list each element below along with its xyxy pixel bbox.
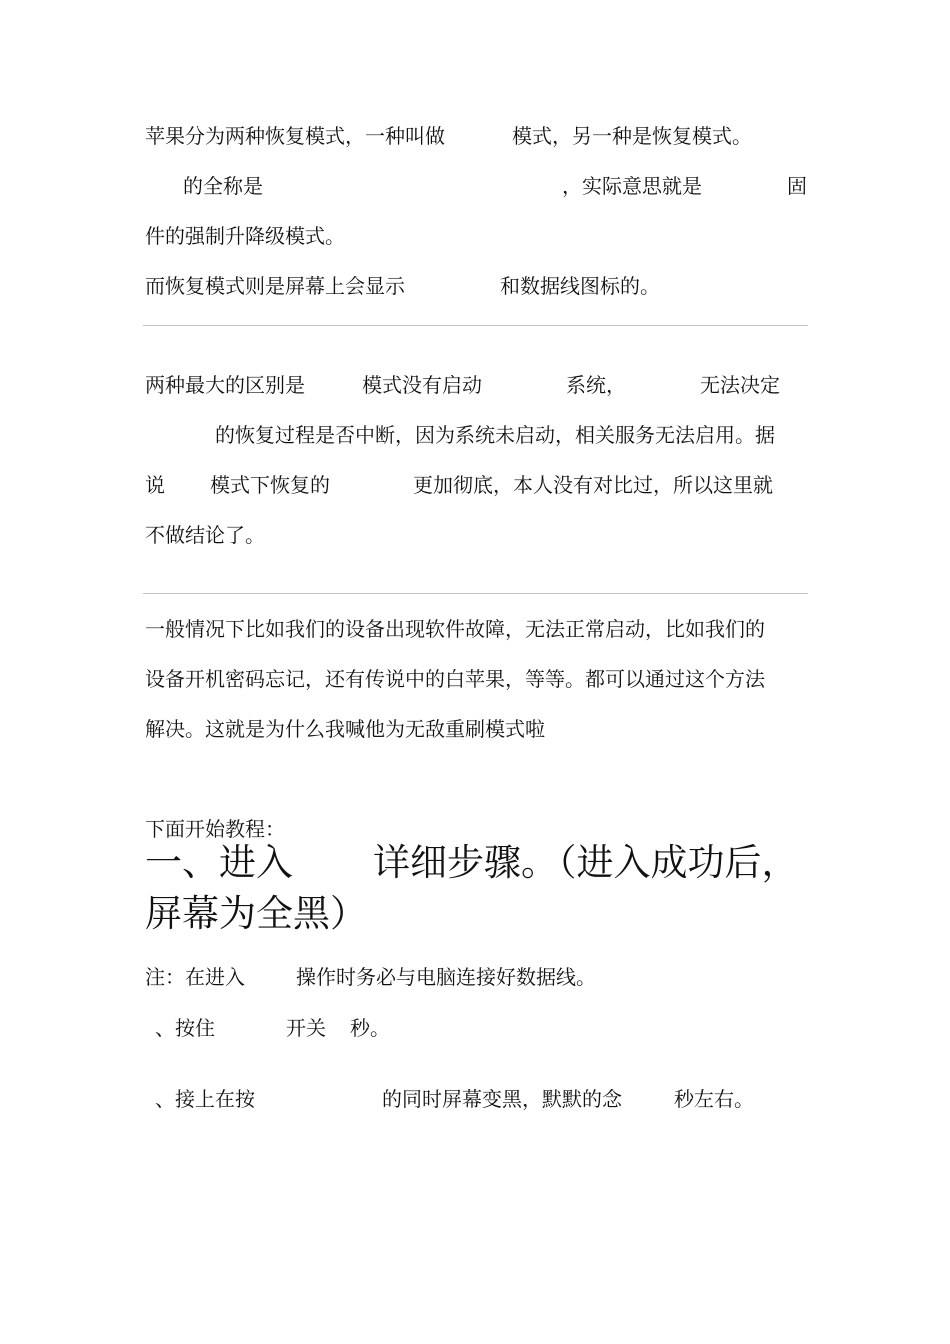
para3-line1: 一般情况下比如我们的设备出现软件故障，无法正常启动，比如我们的: [145, 617, 765, 641]
para2-line1-c: 系统，: [566, 373, 626, 397]
para2-line4: 不做结论了。: [145, 523, 265, 547]
para2-line1-d: 无法决定: [700, 373, 780, 397]
tutorial-heading-b: 详细步骤。（进入成功后，: [373, 841, 799, 884]
para1-line3: 件的强制升降级模式。: [145, 224, 345, 248]
para2-line3-c: 更加彻底，本人没有对比过，所以这里就: [413, 473, 773, 497]
para1-line2-c: 固: [787, 174, 807, 198]
para1-line4-a: 而恢复模式则是屏幕上会显示: [145, 274, 405, 298]
note-line-b: 操作时务必与电脑连接好数据线。: [296, 965, 596, 989]
para2-line3-b: 模式下恢复的: [210, 473, 330, 497]
step2-c: 秒左右。: [674, 1087, 754, 1111]
para3-line2: 设备开机密码忘记，还有传说中的白苹果，等等。都可以通过这个方法: [145, 667, 765, 691]
tutorial-intro: 下面开始教程：: [145, 817, 285, 841]
note-line-a: 注：在进入: [145, 965, 245, 989]
para1-line2-b: ，实际意思就是: [562, 174, 702, 198]
step1-a: 、按住: [155, 1016, 215, 1040]
divider: [143, 593, 808, 594]
para2-line2: 的恢复过程是否中断，因为系统未启动，相关服务无法启用。据: [215, 423, 775, 447]
step1-b: 开关: [286, 1016, 326, 1040]
para1-line1-a: 苹果分为两种恢复模式，一种叫做: [145, 124, 445, 148]
step1-c: 秒。: [350, 1016, 390, 1040]
para2-line3-a: 说: [145, 473, 165, 497]
tutorial-heading-c: 屏幕为全黑）: [145, 892, 367, 935]
para1-line4-b: 和数据线图标的。: [500, 274, 660, 298]
step2-a: 、接上在按: [155, 1087, 255, 1111]
para1-line1-b: 模式，另一种是恢复模式。: [512, 124, 752, 148]
para1-line2-a: 的全称是: [183, 174, 263, 198]
para3-line3: 解决。这就是为什么我喊他为无敌重刷模式啦: [145, 717, 545, 741]
divider: [143, 325, 808, 326]
tutorial-heading-a: 一、进入: [145, 841, 293, 884]
step2-b: 的同时屏幕变黑，默默的念: [382, 1087, 622, 1111]
para2-line1-b: 模式没有启动: [362, 373, 482, 397]
para2-line1-a: 两种最大的区别是: [145, 373, 305, 397]
